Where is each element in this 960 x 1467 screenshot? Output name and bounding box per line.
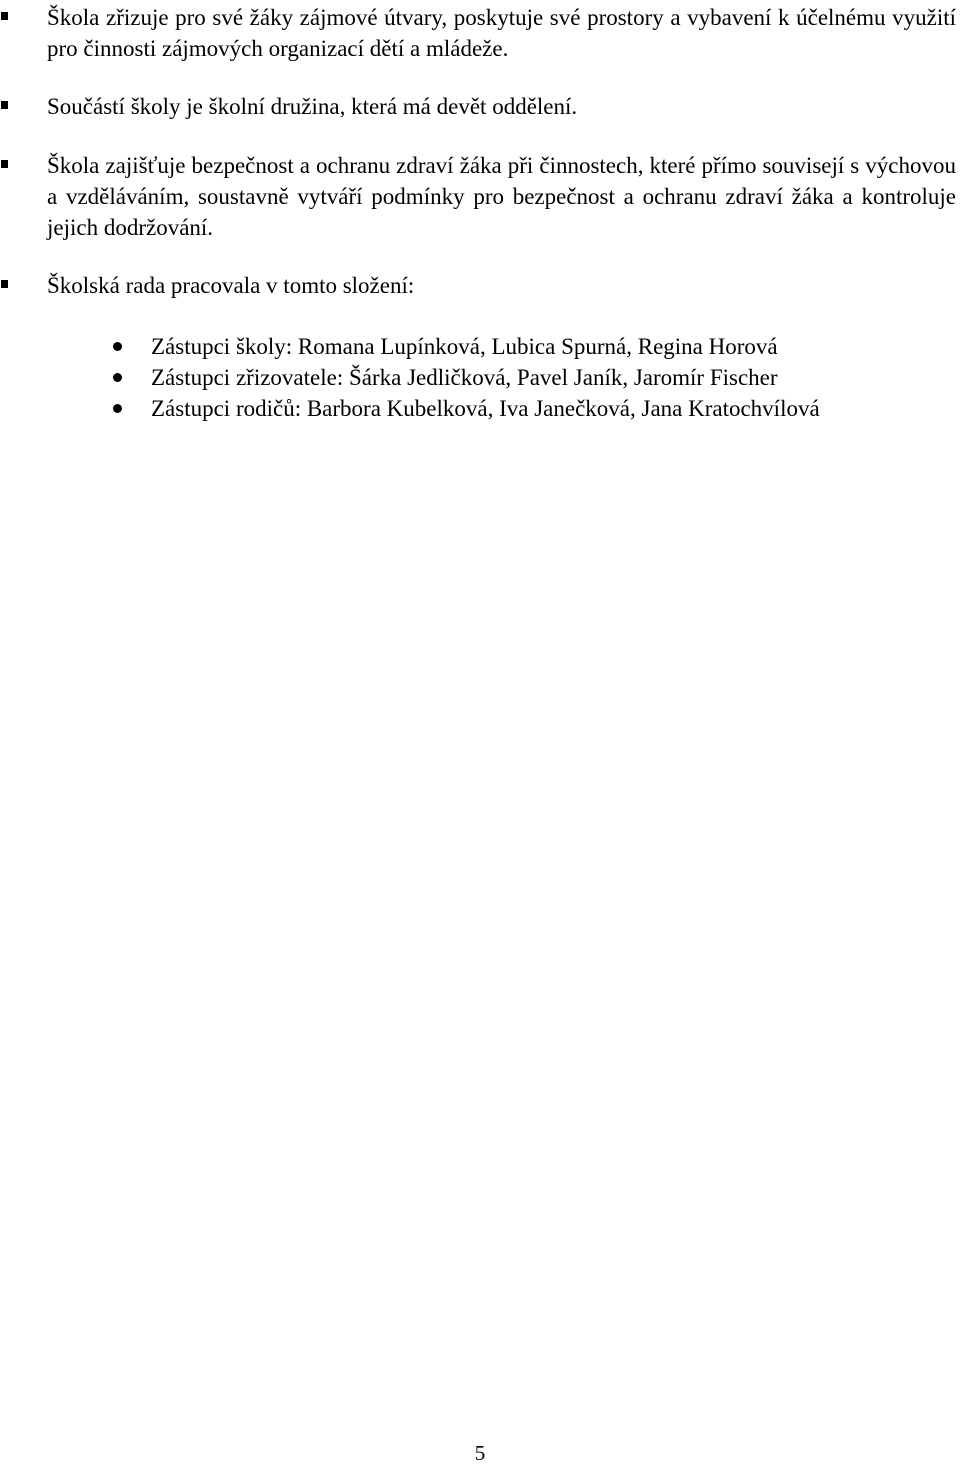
paragraph-text: Škola zřizuje pro své žáky zájmové útvary, poskytuje své prostory a vybavení k účelnému využití pro činnosti zájmových organizací dětí a mládeže. bbox=[47, 5, 956, 61]
council-member-text: Zástupci školy: Romana Lupínková, Lubica Spurná, Regina Horová bbox=[151, 334, 778, 359]
round-bullet-icon bbox=[113, 404, 122, 413]
square-bullet-icon bbox=[1, 280, 8, 288]
paragraph-text: Škola zajišťuje bezpečnost a ochranu zdraví žáka při činnostech, které přímo souvisejí s výchovou a vzděláváním, soustavně vytváří podmínky pro bezpečnost a ochranu zdraví žáka a kontroluje jejich dodržování. bbox=[47, 153, 956, 240]
council-member-text: Zástupci zřizovatele: Šárka Jedličková, Pavel Janík, Jaromír Fischer bbox=[151, 365, 778, 390]
square-bullet-icon bbox=[1, 12, 8, 20]
council-member-text: Zástupci rodičů: Barbora Kubelková, Iva Janečková, Jana Kratochvílová bbox=[151, 396, 820, 421]
paragraph-text: Součástí školy je školní družina, která má devět oddělení. bbox=[47, 94, 578, 119]
page-number: 5 bbox=[474, 1441, 486, 1465]
round-bullet-icon bbox=[113, 342, 122, 351]
square-bullet-icon bbox=[1, 160, 8, 168]
round-bullet-icon bbox=[113, 373, 122, 382]
paragraph-text: Školská rada pracovala v tomto složení: bbox=[47, 273, 415, 298]
list-item-zastupci-zrizovatele bbox=[0, 362, 960, 393]
list-item-zastupci-rodicu bbox=[0, 393, 960, 424]
square-bullet-icon bbox=[1, 101, 8, 109]
list-item-zastupci-skoly bbox=[0, 331, 960, 362]
